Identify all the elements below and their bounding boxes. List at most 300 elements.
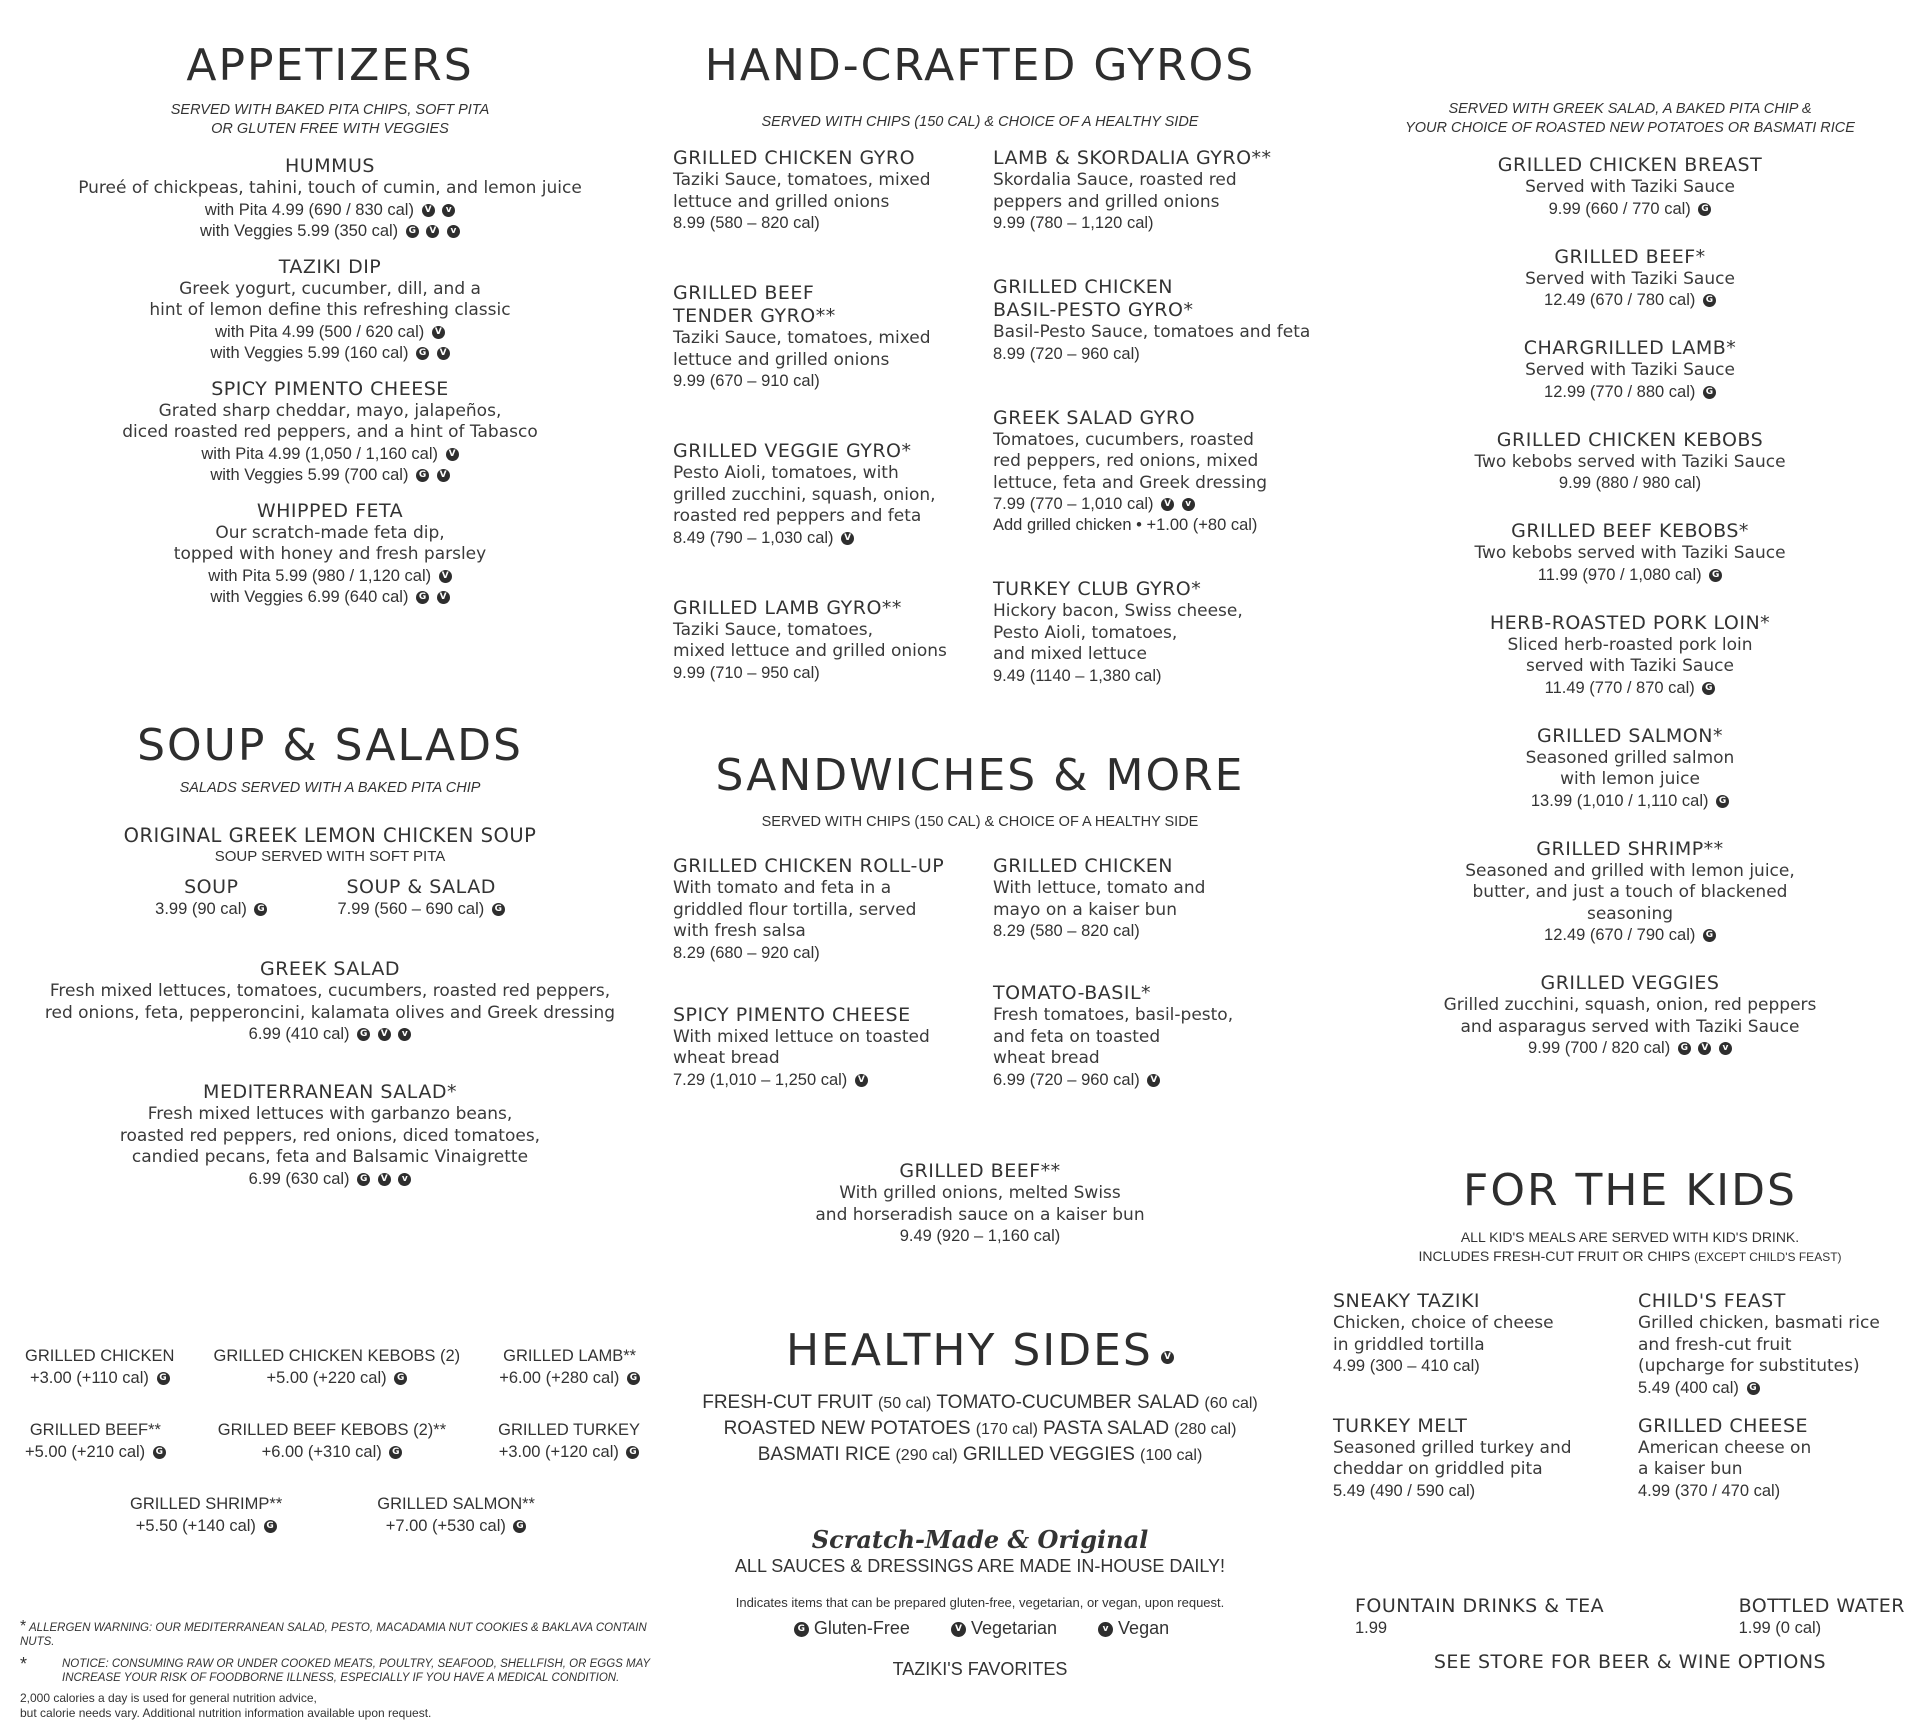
item-price — [1340, 791, 1920, 812]
menu-item — [673, 147, 983, 234]
desc-line: mayo on a kaiser bun — [993, 899, 1177, 920]
desc-line: cheddar on griddled pita — [1333, 1459, 1543, 1479]
healthy-sides-row — [660, 1416, 1300, 1442]
soup-note: SOUP SERVED WITH SOFT PITA — [214, 848, 446, 865]
price-text: 7.99 (560 – 690 cal) — [337, 900, 485, 918]
gluten-free-icon: G — [1716, 795, 1729, 808]
item-price — [1333, 1481, 1638, 1502]
price-text: 9.99 (710 – 950 cal) — [673, 663, 820, 682]
desc-line: roasted red peppers and feta — [673, 506, 922, 526]
footnotes — [20, 1620, 660, 1721]
item-price — [20, 343, 640, 364]
item-name: GRILLED SHRIMP** — [1536, 837, 1724, 860]
soup-salads-title: SOUP & SALADS — [137, 720, 523, 771]
item-desc — [673, 328, 983, 371]
item-name: GRILLED VEGGIE GYRO* — [673, 440, 912, 462]
item-desc — [673, 620, 983, 663]
addon-item — [498, 1419, 640, 1463]
gyros-title: HAND-CRAFTED GYROS — [704, 40, 1256, 91]
gluten-free-icon: G — [1703, 386, 1716, 399]
item-desc — [1340, 452, 1920, 474]
soup-salads-section — [20, 720, 640, 1226]
item-desc — [1333, 1438, 1638, 1481]
item-desc — [1340, 995, 1920, 1038]
desc-line: With lettuce, tomato and — [993, 878, 1206, 898]
item-price: 9.49 (920 – 1,160 cal) — [899, 1227, 1061, 1245]
kids-items — [1333, 1290, 1913, 1502]
side-calories: (60 cal) — [1204, 1395, 1258, 1412]
addon-item — [25, 1419, 166, 1463]
item-price — [20, 322, 640, 343]
desc-line: lettuce, feta and Greek dressing — [993, 472, 1268, 493]
kids-section — [1340, 1165, 1920, 1267]
addon-row — [25, 1493, 640, 1537]
item-price — [993, 494, 1313, 515]
drinks-section — [1345, 1595, 1915, 1674]
menu-item — [1340, 246, 1920, 312]
menu-item — [20, 500, 640, 608]
menu-item — [993, 147, 1313, 234]
price-text: 6.99 (720 – 960 cal) — [993, 1070, 1140, 1089]
bottled-water: BOTTLED WATER — [1738, 1595, 1905, 1617]
scratch-made-script: Scratch-Made & Original — [811, 1525, 1149, 1554]
addon-name: GRILLED SHRIMP** — [130, 1495, 283, 1513]
item-name: TURKEY CLUB GYRO* — [993, 578, 1202, 600]
item-desc — [1340, 360, 1920, 382]
vegetarian-icon: V — [1161, 498, 1174, 511]
item-name: LAMB & SKORDALIA GYRO** — [993, 147, 1272, 169]
item-name: GREEK SALAD — [260, 958, 400, 980]
vegetarian-icon: V — [437, 591, 450, 604]
calorie-notice: 2,000 calories a day is used for general nutrition advice, but calorie needs vary. Additional nutrition information available upon request. — [20, 1691, 432, 1720]
fountain-price: 1.99 — [1355, 1619, 1388, 1637]
menu-item — [1340, 725, 1920, 812]
side-name: ROASTED NEW POTATOES — [723, 1418, 971, 1439]
item-extra: Add grilled chicken • +1.00 (+80 cal) — [993, 516, 1258, 534]
menu-item — [1340, 429, 1920, 495]
item-name: GRILLED CHICKEN — [993, 855, 1173, 877]
addon-item — [130, 1493, 282, 1537]
item-desc — [673, 170, 983, 213]
desc-line: Chicken, choice of cheese — [1333, 1313, 1554, 1333]
item-desc — [20, 1104, 640, 1169]
item-desc — [673, 463, 983, 528]
price-text: +7.00 (+530 cal) — [385, 1517, 506, 1535]
price-text: 8.99 (720 – 960 cal) — [993, 344, 1140, 363]
item-name: GRILLED BEEF — [673, 282, 815, 304]
desc-line: Served with Taziki Sauce — [1525, 268, 1735, 289]
item-price — [1340, 382, 1920, 403]
desc-line: Grilled zucchini, squash, onion, red peppers — [1443, 995, 1817, 1015]
menu-item — [993, 982, 1313, 1091]
soup-options — [20, 876, 640, 920]
item-price — [337, 899, 504, 920]
vegan-icon: v — [442, 204, 455, 217]
vegetarian-icon: V — [951, 1622, 966, 1637]
side-calories: (170 cal) — [975, 1421, 1038, 1438]
price-text: 6.99 (410 cal) — [248, 1025, 350, 1043]
menu-item — [673, 282, 983, 392]
appetizers-section — [20, 40, 640, 622]
menu-item — [1340, 972, 1920, 1059]
menu-item — [20, 958, 640, 1045]
vegetarian-icon: V — [378, 1173, 391, 1186]
plates-subtitle: SERVED WITH GREEK SALAD, A BAKED PITA CHIP & YOUR CHOICE OF ROASTED NEW POTATOES OR BASMATI RICE — [1405, 101, 1855, 136]
menu-item — [1333, 1290, 1638, 1399]
menu-item — [1333, 1415, 1638, 1502]
item-desc — [993, 430, 1313, 495]
desc-line: Fresh mixed lettuces with garbanzo beans, — [147, 1104, 513, 1124]
addon-item — [218, 1419, 446, 1463]
desc-line: Served with Taziki Sauce — [1525, 177, 1735, 197]
desc-line: wheat bread — [673, 1048, 780, 1068]
price-text: 8.49 (790 – 1,030 cal) — [673, 528, 834, 547]
price-text: +3.00 (+110 cal) — [29, 1369, 149, 1387]
addon-row — [25, 1419, 640, 1463]
price-text: 9.99 (880 / 980 cal) — [1558, 474, 1702, 492]
price-text: 12.99 (770 / 880 cal) — [1544, 382, 1696, 401]
gluten-free-icon: G — [794, 1622, 809, 1637]
item-name: SPICY PIMENTO CHEESE — [673, 1003, 911, 1026]
desc-line: Pureé of chickpeas, tahini, touch of cumin, and lemon juice — [78, 178, 582, 198]
desc-line: and mixed lettuce — [993, 644, 1147, 664]
menu-item — [673, 855, 983, 964]
item-name: GRILLED CHICKEN GYRO — [673, 147, 916, 169]
price-text: 8.99 (580 – 820 cal) — [673, 214, 820, 232]
desc-line: Taziki Sauce, tomatoes, mixed — [673, 170, 931, 190]
vegetarian-icon: V — [1147, 1074, 1160, 1087]
healthy-sides-row — [660, 1390, 1300, 1416]
item-price — [20, 566, 640, 587]
desc-line: and feta on toasted — [993, 1026, 1161, 1047]
desc-line: hint of lemon define this refreshing classic — [149, 300, 511, 320]
item-price — [20, 587, 640, 608]
appetizers-title: APPETIZERS — [186, 40, 474, 91]
sandwiches-title: SANDWICHES & MORE — [715, 750, 1245, 801]
item-price — [20, 1024, 640, 1045]
desc-line: diced roasted red peppers, and a hint of Tabasco — [122, 422, 538, 442]
addon-item — [214, 1345, 461, 1389]
vegan-icon: v — [1182, 498, 1195, 511]
item-desc — [20, 279, 640, 322]
desc-line: American cheese on — [1638, 1437, 1812, 1458]
menu-item — [1340, 337, 1920, 403]
menu-item — [673, 597, 983, 684]
addon-item — [499, 1345, 640, 1389]
desc-line: Grated sharp cheddar, mayo, jalapeños, — [158, 400, 502, 421]
item-name: BASIL-PESTO GYRO* — [993, 299, 1194, 321]
addon-price — [218, 1441, 446, 1463]
item-name: TENDER GYRO** — [673, 305, 836, 327]
desc-line: topped with honey and fresh parsley — [173, 544, 487, 564]
menu-item — [20, 1081, 640, 1190]
price-text: 11.49 (770 / 870 cal) — [1544, 678, 1695, 697]
vegetarian-icon: V — [841, 532, 854, 545]
price-text: 13.99 (1,010 / 1,110 cal) — [1530, 791, 1709, 810]
addon-price — [25, 1367, 174, 1389]
desc-line: Fresh tomatoes, basil-pesto, — [993, 1005, 1234, 1025]
item-price — [673, 213, 983, 234]
desc-line: roasted red peppers, red onions, diced tomatoes, — [119, 1125, 541, 1146]
price-text: with Pita 5.99 (980 / 1,120 cal) — [208, 566, 432, 585]
desc-line: With tomato and feta in a — [673, 878, 892, 898]
desc-line: butter, and just a touch of blackened — [1472, 882, 1788, 902]
desc-line: Basil-Pesto Sauce, tomatoes and feta — [993, 322, 1311, 342]
gluten-free-icon: G — [153, 1446, 166, 1459]
item-price — [993, 1070, 1313, 1091]
item-price — [20, 444, 640, 465]
gyros-section — [660, 40, 1300, 132]
side-name: FRESH-CUT FRUIT — [702, 1392, 873, 1413]
desc-line: and asparagus served with Taziki Sauce — [1460, 1016, 1800, 1037]
item-name: HERB-ROASTED PORK LOIN* — [1489, 611, 1771, 634]
menu-item — [1340, 838, 1920, 947]
price-text: 12.49 (670 / 790 cal) — [1544, 926, 1696, 944]
kids-title: FOR THE KIDS — [1463, 1165, 1797, 1216]
price-text: 6.99 (630 cal) — [248, 1169, 350, 1188]
item-desc — [993, 601, 1313, 666]
gluten-free-icon: G — [1678, 1042, 1691, 1055]
sandwiches-right-column — [993, 855, 1313, 1131]
price-text: 4.99 (370 / 470 cal) — [1638, 1481, 1781, 1500]
desc-line: Taziki Sauce, tomatoes, — [673, 619, 874, 640]
item-price — [20, 200, 640, 221]
item-desc — [673, 878, 983, 943]
healthy-sides-title-row — [660, 1325, 1300, 1376]
item-desc — [1340, 543, 1920, 565]
desc-line: candied pecans, feta and Balsamic Vinaigrette — [131, 1147, 529, 1167]
desc-line: Fresh mixed lettuces, tomatoes, cucumbers, roasted red peppers, — [49, 981, 611, 1001]
item-price — [1340, 1038, 1920, 1059]
price-text: 9.99 (660 / 770 cal) — [1548, 199, 1691, 218]
desc-line: lettuce and grilled onions — [673, 349, 890, 370]
gluten-free-icon: G — [394, 1372, 407, 1385]
menu-item — [673, 440, 983, 549]
item-price — [673, 943, 983, 964]
gluten-free-icon: G — [357, 1028, 370, 1041]
addon-item — [377, 1493, 535, 1537]
price-text: 8.29 (680 – 920 cal) — [673, 943, 820, 962]
item-name: GREEK SALAD GYRO — [993, 406, 1196, 429]
price-text: 3.99 (90 cal) — [155, 900, 247, 918]
desc-line: with fresh salsa — [673, 921, 806, 941]
price-text: 5.49 (490 / 590 cal) — [1333, 1481, 1476, 1500]
addon-name: GRILLED SALMON** — [377, 1495, 535, 1513]
item-price — [1340, 678, 1920, 699]
addon-name: GRILLED LAMB** — [503, 1347, 637, 1365]
item-price — [1340, 473, 1920, 494]
side-calories: (100 cal) — [1140, 1447, 1203, 1464]
price-text: with Veggies 5.99 (700 cal) — [210, 465, 409, 484]
item-name: TOMATO-BASIL* — [993, 982, 1152, 1004]
desc-line: (upcharge for substitutes) — [1638, 1356, 1860, 1376]
item-name: GRILLED CHICKEN KEBOBS — [1496, 428, 1764, 451]
gluten-free-icon: G — [357, 1173, 370, 1186]
side-calories: (290 cal) — [895, 1447, 958, 1464]
addon-price — [214, 1367, 461, 1389]
salad-list — [20, 958, 640, 1190]
item-price — [1340, 925, 1920, 946]
legend-label: Gluten-Free — [813, 1618, 910, 1638]
gluten-free-icon: G — [406, 225, 419, 238]
item-price — [1333, 1356, 1638, 1377]
price-text: +3.00 (+120 cal) — [498, 1443, 619, 1461]
gluten-free-icon: G — [389, 1446, 402, 1459]
menu-item — [1638, 1290, 1913, 1399]
addon-name: GRILLED BEEF KEBOBS (2)** — [217, 1421, 447, 1439]
item-desc — [1340, 748, 1920, 791]
item-price — [673, 1070, 983, 1091]
gyros-left-column — [673, 147, 983, 732]
menu-item — [20, 378, 640, 486]
item-name: CHILD'S FEAST — [1638, 1290, 1786, 1312]
legend-label: Vegan — [1118, 1618, 1170, 1638]
gluten-free-icon: G — [157, 1372, 170, 1385]
sandwiches-section — [660, 750, 1300, 832]
legend-item — [948, 1618, 1057, 1639]
price-text: 9.99 (700 / 820 cal) — [1528, 1039, 1671, 1057]
item-name: TAZIKI DIP — [278, 255, 382, 278]
item-price — [155, 899, 267, 920]
desc-line: Seasoned and grilled with lemon juice, — [1465, 860, 1795, 881]
vegetarian-icon: V — [855, 1074, 868, 1087]
legend-item — [791, 1618, 910, 1639]
gluten-free-icon: G — [416, 469, 429, 482]
item-desc — [20, 178, 640, 200]
menu-item — [20, 155, 640, 242]
item-price — [673, 528, 983, 549]
price-text: +5.50 (+140 cal) — [135, 1517, 256, 1535]
sandwiches-left-column — [673, 855, 983, 1131]
desc-line: and fresh-cut fruit — [1638, 1334, 1792, 1355]
appetizers-list — [20, 155, 640, 608]
menu-item — [993, 276, 1313, 365]
gluten-free-icon: G — [416, 591, 429, 604]
item-price — [993, 344, 1313, 365]
gyros-subtitle: SERVED WITH CHIPS (150 CAL) & CHOICE OF A HEALTHY SIDE — [761, 114, 1199, 130]
addon-price — [377, 1515, 535, 1537]
desc-line: Skordalia Sauce, roasted red — [993, 170, 1237, 190]
desc-line: Grilled chicken, basmati rice — [1638, 1313, 1880, 1333]
item-price — [1340, 199, 1920, 220]
price-text: 11.99 (970 / 1,080 cal) — [1537, 565, 1702, 584]
price-text: with Veggies 5.99 (350 cal) — [200, 221, 399, 240]
menu-item — [993, 407, 1313, 537]
menu-item — [1340, 520, 1920, 586]
grilled-beef-sandwich — [660, 1160, 1300, 1247]
menu-item — [993, 578, 1313, 687]
beer-wine-note: SEE STORE FOR BEER & WINE OPTIONS — [1433, 1651, 1827, 1673]
gluten-free-icon: G — [1702, 682, 1715, 695]
vegetarian-icon: V — [1161, 1351, 1174, 1364]
price-text: +5.00 (+220 cal) — [266, 1369, 387, 1387]
price-text: 12.49 (670 / 780 cal) — [1544, 291, 1696, 309]
gluten-free-icon: G — [492, 903, 505, 916]
item-name: GRILLED CHICKEN ROLL-UP — [673, 855, 945, 877]
item-desc — [1340, 269, 1920, 291]
price-text: with Veggies 6.99 (640 cal) — [210, 587, 409, 606]
item-name: TURKEY MELT — [1333, 1414, 1468, 1437]
item-name: GRILLED BEEF** — [899, 1160, 1061, 1182]
addon-price — [130, 1515, 282, 1537]
vegan-icon: v — [398, 1173, 411, 1186]
item-name: GRILLED BEEF* — [1554, 245, 1706, 268]
vegetarian-icon: V — [426, 225, 439, 238]
addon-row — [25, 1345, 640, 1389]
gyros-right-column — [993, 147, 1313, 729]
item-name: GRILLED SALMON* — [1537, 724, 1723, 747]
item-name: GRILLED CHICKEN — [993, 276, 1173, 298]
gluten-free-icon: G — [1703, 294, 1716, 307]
item-price — [1638, 1378, 1913, 1399]
item-desc — [1340, 635, 1920, 678]
price-text: with Veggies 5.99 (160 cal) — [210, 343, 409, 362]
desc-line: Two kebobs served with Taziki Sauce — [1474, 543, 1786, 563]
addon-name: GRILLED BEEF** — [29, 1421, 161, 1439]
price-text: +6.00 (+280 cal) — [499, 1369, 620, 1387]
item-price — [20, 221, 640, 242]
desc-line: peppers and grilled onions — [993, 191, 1220, 212]
addon-name: GRILLED TURKEY — [498, 1421, 640, 1439]
item-name: CHARGRILLED LAMB* — [1523, 337, 1737, 359]
item-price — [1638, 1481, 1913, 1502]
item-desc — [20, 981, 640, 1024]
item-price — [673, 371, 983, 392]
kids-note: ALL KID'S MEALS ARE SERVED WITH KID'S DRINK. INCLUDES FRESH-CUT FRUIT OR CHIPS (EXCEPT CHILD'S FEAST) — [1418, 1229, 1842, 1264]
vegetarian-icon: V — [1698, 1042, 1711, 1055]
desc-line: Sliced herb-roasted pork loin — [1507, 634, 1753, 655]
price-text: +6.00 (+310 cal) — [261, 1443, 382, 1461]
sandwiches-subtitle: SERVED WITH CHIPS (150 CAL) & CHOICE OF A HEALTHY SIDE — [761, 814, 1199, 830]
menu-item — [1340, 154, 1920, 220]
soup-option-label: SOUP & SALAD — [346, 876, 496, 898]
item-desc — [1340, 177, 1920, 199]
gluten-free-icon: G — [1703, 929, 1716, 942]
healthy-sides-list — [660, 1390, 1300, 1468]
item-desc — [993, 878, 1313, 921]
item-desc — [1340, 861, 1920, 926]
desc-line: Taziki Sauce, tomatoes, mixed — [673, 328, 931, 348]
addon-name: GRILLED CHICKEN — [25, 1347, 175, 1365]
item-desc — [673, 1027, 983, 1070]
vegetarian-icon: V — [437, 347, 450, 360]
desc-line: Seasoned grilled turkey and — [1333, 1437, 1572, 1458]
gluten-free-icon: G — [1709, 569, 1722, 582]
desc-line: wheat bread — [993, 1048, 1100, 1068]
menu-item — [673, 1004, 983, 1091]
water-price: 1.99 (0 cal) — [1738, 1619, 1822, 1637]
soup-option-label: SOUP — [184, 876, 239, 898]
gluten-free-icon: G — [416, 347, 429, 360]
item-name: WHIPPED FETA — [256, 499, 404, 522]
item-desc — [1638, 1438, 1913, 1481]
price-text: 7.99 (770 – 1,010 cal) — [993, 495, 1154, 513]
item-name: HUMMUS — [285, 155, 375, 177]
allergen-warning: * ALLERGEN WARNING: OUR MEDITERRANEAN SALAD, PESTO, MACADAMIA NUT COOKIES & BAKLAVA CONTAIN NUTS. — [20, 1618, 647, 1648]
vegan-icon: v — [1098, 1622, 1113, 1637]
price-text: 4.99 (300 – 410 cal) — [1333, 1357, 1480, 1375]
gluten-free-icon: G — [1698, 203, 1711, 216]
raw-food-notice: * NOTICE: CONSUMING RAW OR UNDER COOKED MEATS, POULTRY, SEAFOOD, SHELLFISH, OR EGGS MAY INCREASE YOUR RISK OF FOODBORNE ILLNESS, ESPECIALLY IF YOU HAVE A MEDICAL CONDITION. — [20, 1654, 651, 1684]
desc-line: With mixed lettuce on toasted — [673, 1026, 930, 1047]
gluten-free-icon: G — [627, 1372, 640, 1385]
addon-price — [25, 1441, 166, 1463]
desc-line: Hickory bacon, Swiss cheese, — [993, 601, 1243, 621]
desc-line: Two kebobs served with Taziki Sauce — [1474, 451, 1786, 472]
desc-line: grilled zucchini, squash, onion, — [673, 484, 936, 505]
desc-line: Pesto Aioli, tomatoes, with — [673, 463, 899, 483]
item-price — [20, 1169, 640, 1190]
